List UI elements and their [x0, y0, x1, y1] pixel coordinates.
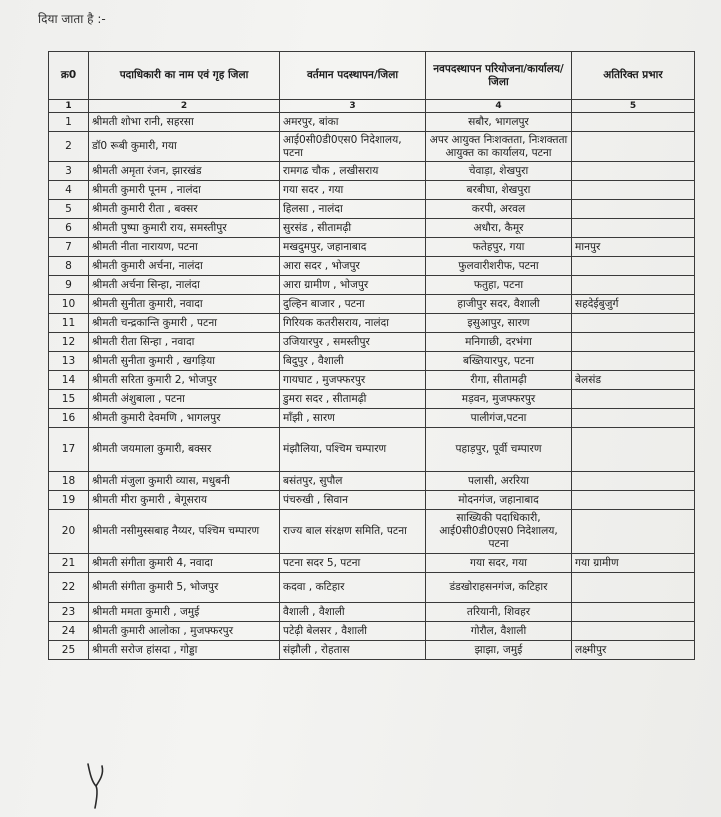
serial-number-cell: 14: [49, 371, 89, 390]
new-posting-cell: बरबीघा, शेखपुरा: [426, 181, 572, 200]
current-posting-cell: राज्य बाल संरक्षण समिति, पटना: [280, 510, 426, 554]
officer-name-cell: श्रीमती सुनीता कुमारी, नवादा: [89, 295, 280, 314]
serial-number-cell: 12: [49, 333, 89, 352]
current-posting-cell: आरा सदर , भोजपुर: [280, 257, 426, 276]
new-posting-cell: मड़वन, मुजफ्फरपुर: [426, 390, 572, 409]
current-posting-cell: उजियारपुर , समस्तीपुर: [280, 333, 426, 352]
additional-charge-cell: [572, 510, 695, 554]
table-row: [49, 181, 695, 200]
new-posting-cell: अपर आयुक्त निःशक्तता, निःशक्तता आयुक्त का कार्यालय, पटना: [426, 132, 572, 162]
additional-charge-cell: [572, 491, 695, 510]
table-row: [49, 314, 695, 333]
officer-name-cell: श्रीमती कुमारी अर्चना, नालंदा: [89, 257, 280, 276]
additional-charge-cell: [572, 162, 695, 181]
officer-name-cell: श्रीमती शोभा रानी, सहरसा: [89, 113, 280, 132]
serial-number-cell: 15: [49, 390, 89, 409]
table-row: [49, 409, 695, 428]
column-number: 1: [49, 100, 89, 113]
header-serial: क्र0: [49, 52, 89, 100]
new-posting-cell: मनिगाछी, दरभंगा: [426, 333, 572, 352]
current-posting-cell: डुमरा सदर , सीतामढ़ी: [280, 390, 426, 409]
serial-number-cell: 19: [49, 491, 89, 510]
table-row: [49, 238, 695, 257]
current-posting-cell: पंचरुखी , सिवान: [280, 491, 426, 510]
new-posting-cell: बख्तियारपुर, पटना: [426, 352, 572, 371]
current-posting-cell: संझौली , रोहतास: [280, 641, 426, 660]
table-row: [49, 390, 695, 409]
table-row: [49, 510, 695, 554]
serial-number-cell: 17: [49, 428, 89, 472]
officer-name-cell: श्रीमती नसीमुस्सबाह नैय्यर, पश्चिम चम्पारण: [89, 510, 280, 554]
new-posting-cell: सबौर, भागलपुर: [426, 113, 572, 132]
new-posting-cell: झाझा, जमुई: [426, 641, 572, 660]
table-row: [49, 295, 695, 314]
header-name: पदाधिकारी का नाम एवं गृह जिला: [89, 52, 280, 100]
officer-name-cell: श्रीमती चन्द्रकान्ति कुमारी , पटना: [89, 314, 280, 333]
new-posting-cell: गोरौल, वैशाली: [426, 622, 572, 641]
additional-charge-cell: [572, 276, 695, 295]
officer-name-cell: श्रीमती मीरा कुमारी , बेगूसराय: [89, 491, 280, 510]
serial-number-cell: 6: [49, 219, 89, 238]
serial-number-cell: 3: [49, 162, 89, 181]
current-posting-cell: पटना सदर 5, पटना: [280, 554, 426, 573]
officer-name-cell: श्रीमती संगीता कुमारी 5, भोजपुर: [89, 573, 280, 603]
officer-name-cell: श्रीमती अर्चना सिन्हा, नालंदा: [89, 276, 280, 295]
serial-number-cell: 20: [49, 510, 89, 554]
current-posting-cell: कदवा , कटिहार: [280, 573, 426, 603]
officer-name-cell: श्रीमती कुमारी देवमणि , भागलपुर: [89, 409, 280, 428]
additional-charge-cell: [572, 472, 695, 491]
current-posting-cell: माँझी , सारण: [280, 409, 426, 428]
officer-name-cell: श्रीमती अंशुबाला , पटना: [89, 390, 280, 409]
additional-charge-cell: सहदेईबुजुर्ग: [572, 295, 695, 314]
transfer-table: [48, 51, 695, 660]
additional-charge-cell: [572, 113, 695, 132]
officer-name-cell: श्रीमती सरिता कुमारी 2, भोजपुर: [89, 371, 280, 390]
new-posting-cell: करपी, अरवल: [426, 200, 572, 219]
table-row: [49, 491, 695, 510]
additional-charge-cell: [572, 219, 695, 238]
serial-number-cell: 9: [49, 276, 89, 295]
current-posting-cell: हिलसा , नालंदा: [280, 200, 426, 219]
current-posting-cell: गया सदर , गया: [280, 181, 426, 200]
column-number: 4: [426, 100, 572, 113]
new-posting-cell: पलासी, अररिया: [426, 472, 572, 491]
new-posting-cell: डंडखोराहसनगंज, कटिहार: [426, 573, 572, 603]
table-row: [49, 219, 695, 238]
new-posting-cell: हाजीपुर सदर, वैशाली: [426, 295, 572, 314]
table-row: [49, 132, 695, 162]
new-posting-cell: साख्यिकी पदाधिकारी, आई0सी0डी0एस0 निदेशालय, पटना: [426, 510, 572, 554]
table-body: [49, 113, 695, 660]
officer-name-cell: श्रीमती सरोज हांसदा , गोड्डा: [89, 641, 280, 660]
officer-name-cell: श्रीमती कुमारी पूनम , नालंदा: [89, 181, 280, 200]
officer-name-cell: श्रीमती कुमारी रीता , बक्सर: [89, 200, 280, 219]
additional-charge-cell: [572, 352, 695, 371]
officer-name-cell: डॉ0 रूबी कुमारी, गया: [89, 132, 280, 162]
serial-number-cell: 21: [49, 554, 89, 573]
additional-charge-cell: गया ग्रामीण: [572, 554, 695, 573]
serial-number-cell: 25: [49, 641, 89, 660]
table-row: [49, 200, 695, 219]
new-posting-cell: चेवाड़ा, शेखपुरा: [426, 162, 572, 181]
new-posting-cell: रीगा, सीतामढ़ी: [426, 371, 572, 390]
serial-number-cell: 7: [49, 238, 89, 257]
officer-name-cell: श्रीमती पुष्पा कुमारी राय, समस्तीपुर: [89, 219, 280, 238]
table-row: [49, 333, 695, 352]
additional-charge-cell: [572, 409, 695, 428]
current-posting-cell: दुल्हिन बाजार , पटना: [280, 295, 426, 314]
current-posting-cell: अमरपुर, बांका: [280, 113, 426, 132]
additional-charge-cell: [572, 622, 695, 641]
new-posting-cell: फुलवारीशरीफ, पटना: [426, 257, 572, 276]
current-posting-cell: बसंतपुर, सुपौल: [280, 472, 426, 491]
new-posting-cell: अधौरा, कैमूर: [426, 219, 572, 238]
officer-name-cell: श्रीमती अमृता रंजन, झारखंड: [89, 162, 280, 181]
additional-charge-cell: [572, 132, 695, 162]
table-row: [49, 622, 695, 641]
table-row: [49, 554, 695, 573]
current-posting-cell: गिरियक कतरीसराय, नालंदा: [280, 314, 426, 333]
header-additional-charge: अतिरिक्त प्रभार: [572, 52, 695, 100]
additional-charge-cell: [572, 390, 695, 409]
additional-charge-cell: लक्ष्मीपुर: [572, 641, 695, 660]
additional-charge-cell: [572, 428, 695, 472]
header-row: [49, 52, 695, 100]
additional-charge-cell: [572, 257, 695, 276]
new-posting-cell: फतेहपुर, गया: [426, 238, 572, 257]
new-posting-cell: पालीगंज,पटना: [426, 409, 572, 428]
table-row: [49, 573, 695, 603]
current-posting-cell: आई0सी0डी0एस0 निदेशालय, पटना: [280, 132, 426, 162]
officer-name-cell: श्रीमती रीता सिन्हा , नवादा: [89, 333, 280, 352]
table-row: [49, 641, 695, 660]
serial-number-cell: 2: [49, 132, 89, 162]
column-number: 5: [572, 100, 695, 113]
additional-charge-cell: [572, 573, 695, 603]
new-posting-cell: पहाड़पुर, पूर्वी चम्पारण: [426, 428, 572, 472]
serial-number-cell: 10: [49, 295, 89, 314]
header-new-posting: नवपदस्थापन परियोजना/कार्यालय/जिला: [426, 52, 572, 100]
officer-name-cell: श्रीमती संगीता कुमारी 4, नवादा: [89, 554, 280, 573]
serial-number-cell: 13: [49, 352, 89, 371]
header-current-posting: वर्तमान पदस्थापन/जिला: [280, 52, 426, 100]
table-row: [49, 257, 695, 276]
table-row: [49, 603, 695, 622]
serial-number-cell: 18: [49, 472, 89, 491]
serial-number-cell: 24: [49, 622, 89, 641]
table-row: [49, 113, 695, 132]
officer-name-cell: श्रीमती ममता कुमारी , जमुई: [89, 603, 280, 622]
additional-charge-cell: [572, 181, 695, 200]
officer-name-cell: श्रीमती नीता नारायण, पटना: [89, 238, 280, 257]
new-posting-cell: मोदनगंज, जहानाबाद: [426, 491, 572, 510]
serial-number-cell: 8: [49, 257, 89, 276]
serial-number-cell: 1: [49, 113, 89, 132]
table-row: [49, 472, 695, 491]
new-posting-cell: इसुआपुर, सारण: [426, 314, 572, 333]
column-number: 3: [280, 100, 426, 113]
table-row: [49, 352, 695, 371]
current-posting-cell: बिदुपुर , वैशाली: [280, 352, 426, 371]
additional-charge-cell: [572, 314, 695, 333]
serial-number-cell: 16: [49, 409, 89, 428]
additional-charge-cell: [572, 603, 695, 622]
additional-charge-cell: बेलसंड: [572, 371, 695, 390]
current-posting-cell: रामगढ चौक , लखीसराय: [280, 162, 426, 181]
current-posting-cell: मंझौलिया, पश्चिम चम्पारण: [280, 428, 426, 472]
new-posting-cell: फतुहा, पटना: [426, 276, 572, 295]
current-posting-cell: मखदुमपुर, जहानाबाद: [280, 238, 426, 257]
table-row: [49, 162, 695, 181]
additional-charge-cell: [572, 200, 695, 219]
table-row: [49, 371, 695, 390]
current-posting-cell: सुरसंड , सीतामढ़ी: [280, 219, 426, 238]
intro-text: दिया जाता है :-: [38, 12, 106, 26]
new-posting-cell: गया सदर, गया: [426, 554, 572, 573]
current-posting-cell: गायघाट , मुजफ्फरपुर: [280, 371, 426, 390]
table-row: [49, 428, 695, 472]
table-row: [49, 276, 695, 295]
serial-number-cell: 5: [49, 200, 89, 219]
serial-number-cell: 23: [49, 603, 89, 622]
current-posting-cell: वैशाली , वैशाली: [280, 603, 426, 622]
officer-name-cell: श्रीमती सुनीता कुमारी , खगड़िया: [89, 352, 280, 371]
additional-charge-cell: मानपुर: [572, 238, 695, 257]
serial-number-cell: 11: [49, 314, 89, 333]
officer-name-cell: श्रीमती जयमाला कुमारी, बक्सर: [89, 428, 280, 472]
additional-charge-cell: [572, 333, 695, 352]
column-number-row: [49, 100, 695, 113]
current-posting-cell: पटेढ़ी बेलसर , वैशाली: [280, 622, 426, 641]
serial-number-cell: 4: [49, 181, 89, 200]
column-number: 2: [89, 100, 280, 113]
officer-name-cell: श्रीमती मंजुला कुमारी व्यास, मधुबनी: [89, 472, 280, 491]
current-posting-cell: आरा ग्रामीण , भोजपुर: [280, 276, 426, 295]
handwritten-signature: [80, 752, 120, 812]
serial-number-cell: 22: [49, 573, 89, 603]
officer-name-cell: श्रीमती कुमारी आलोका , मुजफ्फरपुर: [89, 622, 280, 641]
new-posting-cell: तरियानी, शिवहर: [426, 603, 572, 622]
